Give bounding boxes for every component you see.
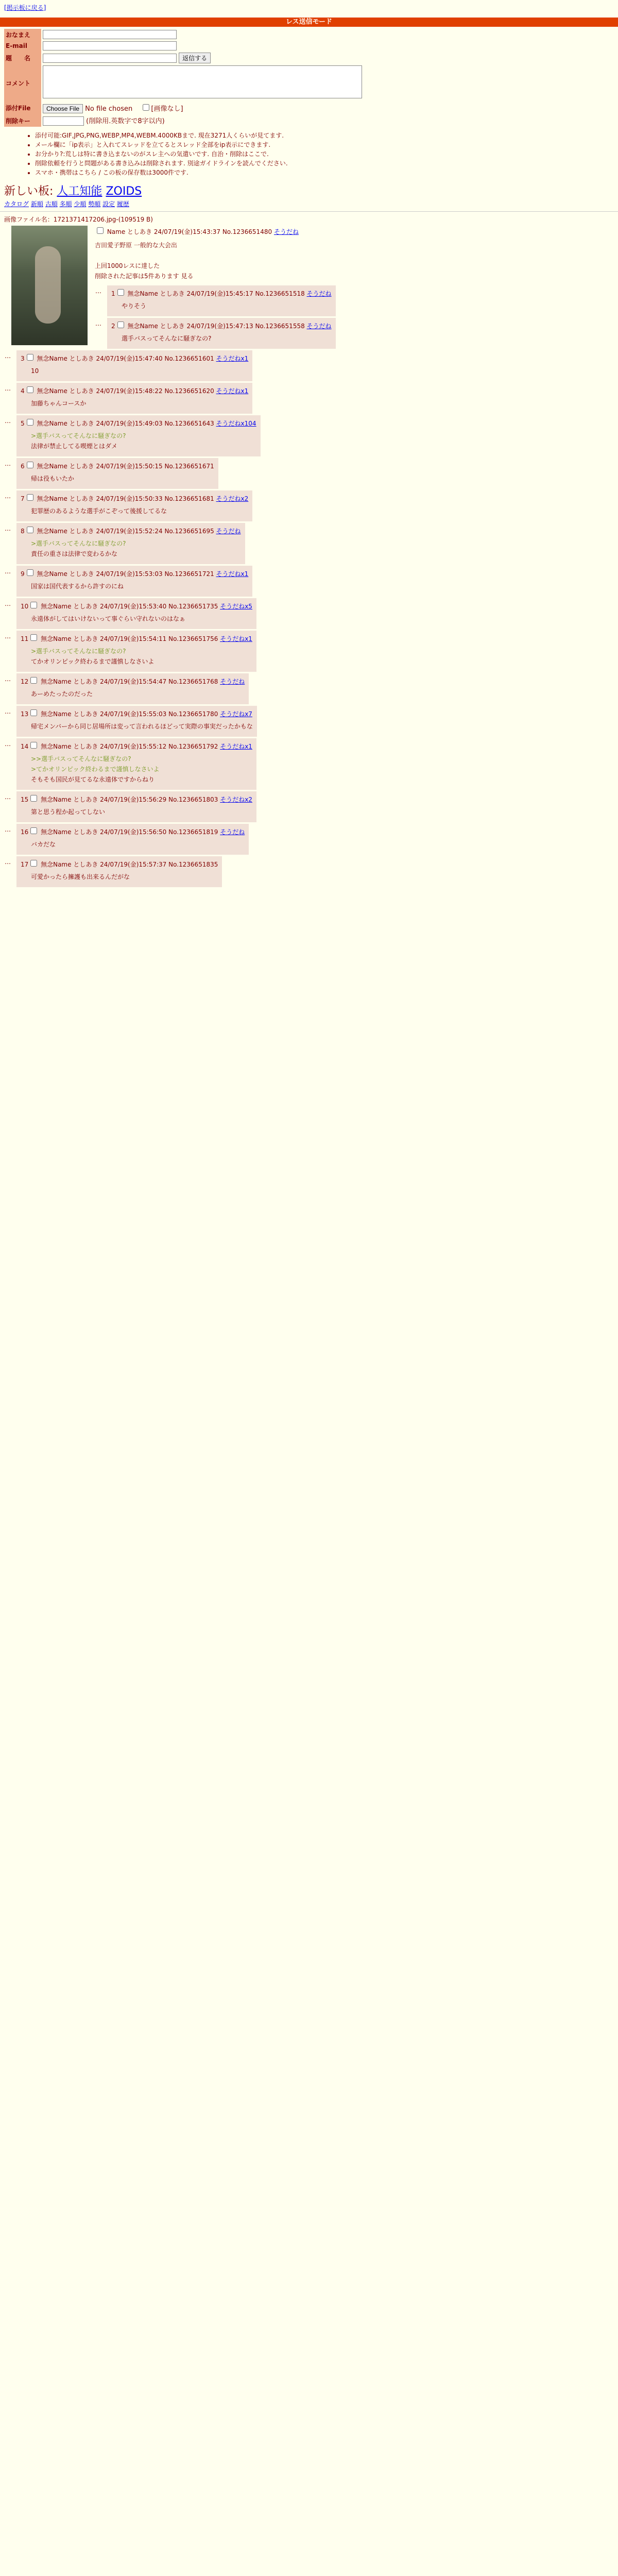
reply-header bbox=[21, 675, 245, 686]
reply-header-text: 無念Name としあき 24/07/19(金)15:48:22 No.1236651620 bbox=[35, 387, 216, 395]
reply-dash: … bbox=[5, 352, 11, 360]
reply-header-text: 無念Name としあき 24/07/19(金)15:47:13 No.1236651558 bbox=[125, 323, 307, 330]
sort-many-link[interactable]: 多順 bbox=[59, 200, 72, 208]
password-label: 削除キー bbox=[4, 114, 41, 127]
settings-link[interactable]: 設定 bbox=[102, 200, 115, 208]
reply-dash: … bbox=[5, 633, 11, 640]
name-field[interactable] bbox=[43, 30, 177, 39]
rule-item: • メール欄に「ip表示」と入れてスレッドを立てるとスレッド全部をip表示にできます. bbox=[35, 140, 614, 149]
op-image[interactable] bbox=[11, 226, 88, 345]
reply-body bbox=[16, 458, 218, 489]
post-line: あーめたったのだった bbox=[31, 690, 93, 698]
board-link-zoids[interactable]: ZOIDS bbox=[106, 185, 142, 198]
textonly-checkbox[interactable] bbox=[143, 104, 149, 111]
rule-item: • お分かり?:荒しは特に書き込まないのがスレ主への気遣いです. 自治・削除はここで. bbox=[35, 149, 614, 159]
op-quote-button[interactable]: そうだね bbox=[273, 228, 299, 235]
reply-body bbox=[16, 738, 256, 790]
name-label: おなまえ bbox=[4, 29, 41, 40]
reply-dash: … bbox=[5, 385, 11, 392]
reply-text bbox=[31, 839, 245, 850]
post-line: >てかオリンピック終わるまで謹慎しなさいよ bbox=[31, 766, 160, 773]
reply-post bbox=[4, 706, 257, 737]
sodane-button[interactable]: そうだね bbox=[306, 323, 332, 330]
post-line: >選手バスってそんなに騒ぎなの? bbox=[31, 648, 126, 655]
reply-dash: … bbox=[5, 460, 11, 467]
password-note: (削除用.英数字で8字以内) bbox=[86, 117, 165, 125]
post-line: 国家は国代表するから許すのにね bbox=[31, 583, 124, 590]
reply-text bbox=[31, 754, 252, 785]
reply-header bbox=[21, 826, 245, 836]
reply-header-text: 無念Name としあき 24/07/19(金)15:54:47 No.1236651768 bbox=[39, 678, 220, 685]
reply-number: 16 bbox=[21, 828, 29, 836]
reply-header-text: 無念Name としあき 24/07/19(金)15:49:03 No.1236651643 bbox=[35, 420, 216, 427]
reply-dash: … bbox=[5, 493, 11, 500]
reply-header bbox=[21, 385, 248, 395]
sodane-button[interactable]: そうだねx2 bbox=[216, 495, 249, 502]
reply-body bbox=[107, 285, 336, 316]
reply-post bbox=[4, 598, 256, 629]
reply-delete-checkbox[interactable] bbox=[30, 709, 37, 716]
reply-number: 4 bbox=[21, 387, 25, 395]
reply-number: 14 bbox=[21, 743, 29, 750]
reply-delete-checkbox[interactable] bbox=[30, 634, 37, 641]
reply-header bbox=[21, 525, 241, 535]
op-header-text: Name としあき 24/07/19(金)15:43:37 No.1236651480 bbox=[107, 228, 272, 235]
reply-delete-checkbox[interactable] bbox=[27, 419, 33, 426]
reply-post bbox=[95, 318, 336, 349]
reply-post bbox=[4, 523, 245, 564]
post-line: 永遠体がしてはいけないって事ぐらい守れないのはなぁ bbox=[31, 615, 186, 622]
reply-text bbox=[31, 431, 256, 451]
reply-post bbox=[4, 738, 256, 790]
sodane-button[interactable]: そうだね bbox=[220, 678, 245, 685]
password-field[interactable] bbox=[43, 116, 84, 126]
reply-header-text: 無念Name としあき 24/07/19(金)15:45:17 No.1236651518 bbox=[125, 290, 307, 297]
rule-item: • 添付可能:GIF,JPG,PNG,WEBP,MP4,WEBM.4000KBまで. 現在3271人くらいが見てます. bbox=[35, 131, 614, 140]
reply-delete-checkbox[interactable] bbox=[30, 602, 37, 608]
catalog-link[interactable]: カタログ bbox=[4, 200, 29, 208]
thread bbox=[0, 215, 618, 887]
reply-dash: … bbox=[5, 600, 11, 607]
reply-body bbox=[16, 383, 252, 414]
sodane-button[interactable]: そうだねx5 bbox=[220, 603, 252, 610]
sodane-button[interactable]: そうだねx1 bbox=[216, 570, 249, 578]
reply-header bbox=[21, 858, 218, 869]
reply-body bbox=[16, 673, 249, 704]
reply-post bbox=[4, 383, 252, 414]
post-line: 責任の重さは法律で変わるかな bbox=[31, 550, 118, 557]
reply-body bbox=[16, 824, 249, 855]
op-header bbox=[4, 226, 614, 236]
reply-header bbox=[21, 460, 214, 470]
reply-number: 6 bbox=[21, 463, 25, 470]
reply-delete-checkbox[interactable] bbox=[30, 827, 37, 834]
reply-post bbox=[4, 673, 249, 704]
reply-post bbox=[4, 824, 249, 855]
reply-number: 7 bbox=[21, 495, 25, 502]
back-to-board-link[interactable]: [掲示板に戻る] bbox=[4, 4, 46, 11]
reply-post bbox=[4, 490, 252, 521]
reply-post bbox=[95, 285, 336, 316]
reply-body bbox=[16, 706, 257, 737]
file-label: 添付File bbox=[4, 101, 41, 114]
reply-header bbox=[21, 793, 252, 804]
reply-body bbox=[16, 856, 222, 887]
reply-body bbox=[16, 791, 256, 822]
reply-number: 10 bbox=[21, 603, 29, 610]
history-link[interactable]: 履歴 bbox=[116, 200, 129, 208]
post-line: 法律が禁止してる喫煙とはダメ bbox=[31, 443, 118, 450]
post-line: そもそも国民が見てるな永遠体ですからねり bbox=[31, 776, 155, 783]
choose-file-button[interactable]: Choose File bbox=[43, 104, 83, 113]
op-body bbox=[25, 240, 614, 281]
reply-text bbox=[31, 646, 252, 667]
board-link-ai[interactable]: 人工知能 bbox=[57, 185, 102, 198]
reply-text bbox=[122, 301, 332, 311]
reply-body bbox=[107, 318, 336, 349]
reply-number: 5 bbox=[21, 420, 25, 427]
sodane-button[interactable]: そうだねx2 bbox=[220, 796, 252, 803]
subject-label: 題 名 bbox=[4, 52, 41, 64]
reply-dash: … bbox=[5, 826, 11, 833]
reply-delete-checkbox[interactable] bbox=[27, 494, 33, 501]
submit-button[interactable]: 返信する bbox=[179, 53, 211, 63]
reply-text bbox=[31, 614, 252, 624]
sodane-button[interactable]: そうだねx1 bbox=[220, 635, 252, 642]
reply-header bbox=[21, 352, 248, 363]
reply-post bbox=[4, 350, 252, 381]
sort-few-link[interactable]: 少順 bbox=[74, 200, 87, 208]
rule-item: • 削除依頼を行うと問題がある書き込みは削除されます. 別途ガイドラインを読んでください. bbox=[35, 159, 614, 168]
reply-post bbox=[4, 856, 222, 887]
reply-body bbox=[16, 350, 252, 381]
reply-number: 9 bbox=[21, 570, 25, 578]
post-line: 犯罪歴のあるような選手がこぞって後援してるな bbox=[31, 507, 167, 515]
reply-number: 11 bbox=[21, 635, 29, 642]
reply-header-text: 無念Name としあき 24/07/19(金)15:53:03 No.1236651721 bbox=[35, 570, 216, 578]
email-label: E-mail bbox=[4, 40, 41, 52]
reply-body bbox=[16, 415, 261, 456]
reply-delete-checkbox[interactable] bbox=[30, 677, 37, 684]
op-file-line[interactable]: 画像ファイル名：1721371417206.jpg-(109519 B) bbox=[4, 216, 153, 223]
sort-new-link[interactable]: 新順 bbox=[30, 200, 43, 208]
sodane-button[interactable]: そうだねx104 bbox=[216, 420, 256, 427]
post-line: >>選手バスってそんなに騒ぎなの? bbox=[31, 755, 131, 762]
reply-header-text: 無念Name としあき 24/07/19(金)15:55:03 No.1236651780 bbox=[39, 710, 220, 718]
reply-header bbox=[21, 633, 252, 643]
reply-header bbox=[21, 568, 248, 578]
new-boards-prefix: 新しい板: bbox=[4, 185, 54, 198]
post-line: 選手バスってそんなに騒ぎなの? bbox=[122, 335, 212, 342]
reply-header-text: 無念Name としあき 24/07/19(金)15:53:40 No.1236651735 bbox=[39, 603, 220, 610]
sodane-button[interactable]: そうだねx1 bbox=[216, 387, 249, 395]
post-line: 10 bbox=[31, 367, 39, 375]
post-line bbox=[25, 250, 614, 261]
reply-post bbox=[4, 458, 218, 489]
reply-body bbox=[16, 523, 245, 564]
reply-dash: … bbox=[5, 793, 11, 801]
reply-number: 2 bbox=[111, 323, 115, 330]
reply-header bbox=[21, 740, 252, 751]
reply-header bbox=[111, 287, 332, 298]
post-line: 帰は役もいたか bbox=[31, 475, 75, 482]
reply-header-text: 無念Name としあき 24/07/19(金)15:50:15 No.1236651671 bbox=[35, 463, 214, 470]
rules-list bbox=[28, 131, 614, 177]
reply-dash: … bbox=[5, 568, 11, 575]
post-line: てかオリンピック終わるまで謹慎しなさいよ bbox=[31, 658, 154, 665]
reply-delete-checkbox[interactable] bbox=[30, 860, 37, 867]
reply-post bbox=[4, 415, 261, 456]
post-line: 帰宅メンバーから同じ居場所は変って言われるほどって実際の事実だったかもな bbox=[31, 723, 253, 730]
reply-header-text: 無念Name としあき 24/07/19(金)15:52:24 No.1236651695 bbox=[35, 528, 216, 535]
reply-text bbox=[31, 689, 245, 699]
reply-body bbox=[16, 598, 256, 629]
subject-field[interactable] bbox=[43, 54, 177, 63]
post-line: 可愛かったら擁護も出来るんだがな bbox=[31, 873, 130, 880]
reply-body bbox=[16, 566, 252, 597]
post-form-table bbox=[4, 29, 364, 127]
sodane-button[interactable]: そうだねx7 bbox=[220, 710, 252, 718]
comment-label: コメント bbox=[4, 64, 41, 101]
reply-text bbox=[31, 807, 252, 817]
no-file-text: No file chosen bbox=[85, 105, 133, 113]
sodane-button[interactable]: そうだねx1 bbox=[216, 355, 249, 362]
email-field[interactable] bbox=[43, 41, 177, 50]
reply-header-text: 無念Name としあき 24/07/19(金)15:50:33 No.1236651681 bbox=[35, 495, 216, 502]
reply-dash: … bbox=[95, 287, 101, 295]
sort-old-link[interactable]: 古順 bbox=[45, 200, 58, 208]
post-line: 吉田愛子野原 一般的な大会出 bbox=[95, 242, 177, 249]
reply-number: 12 bbox=[21, 678, 29, 685]
reply-header bbox=[21, 600, 252, 611]
reply-delete-checkbox[interactable] bbox=[27, 462, 33, 468]
reply-header bbox=[21, 708, 253, 718]
post-form bbox=[0, 27, 618, 179]
reply-header bbox=[111, 320, 332, 330]
textonly-label: [画像なし] bbox=[151, 105, 183, 113]
reply-post bbox=[4, 566, 252, 597]
post-line: >選手バスってそんなに騒ぎなの? bbox=[31, 432, 126, 439]
reply-dash: … bbox=[95, 320, 101, 327]
sodane-button[interactable]: そうだねx1 bbox=[220, 743, 252, 750]
sort-momentum-link[interactable]: 勢順 bbox=[88, 200, 101, 208]
reply-delete-checkbox[interactable] bbox=[117, 321, 124, 328]
reply-text bbox=[31, 398, 248, 409]
reply-header-text: 無念Name としあき 24/07/19(金)15:54:11 No.1236651756 bbox=[39, 635, 220, 642]
post-line: 上回1000レスに達した bbox=[95, 262, 160, 269]
reply-header bbox=[21, 493, 248, 503]
reply-delete-checkbox[interactable] bbox=[27, 569, 33, 576]
post-line: やりそう bbox=[122, 302, 147, 310]
op-delete-checkbox[interactable] bbox=[97, 227, 104, 234]
reply-post bbox=[4, 791, 256, 822]
mode-bar: レス送信モード bbox=[0, 18, 618, 27]
post-line: 第と思う程か起ってしない bbox=[31, 808, 106, 816]
rule-item: • スマホ・携帯はこちら / この板の保存数は3000件です. bbox=[35, 168, 614, 177]
reply-text bbox=[31, 538, 241, 559]
comment-field[interactable] bbox=[43, 65, 362, 98]
reply-delete-checkbox[interactable] bbox=[30, 795, 37, 802]
reply-post bbox=[4, 631, 256, 672]
reply-number: 3 bbox=[21, 355, 25, 362]
reply-delete-checkbox[interactable] bbox=[30, 742, 37, 749]
reply-dash: … bbox=[5, 708, 11, 715]
reply-delete-checkbox[interactable] bbox=[27, 386, 33, 393]
reply-dash: … bbox=[5, 740, 11, 748]
reply-dash: … bbox=[5, 675, 11, 683]
reply-number: 15 bbox=[21, 796, 29, 803]
reply-header-text: 無念Name としあき 24/07/19(金)15:56:29 No.1236651803 bbox=[39, 796, 220, 803]
post-line: バカだな bbox=[31, 841, 56, 848]
reply-header-text: 無念Name としあき 24/07/19(金)15:57:37 No.1236651835 bbox=[39, 861, 218, 868]
reply-body bbox=[16, 631, 256, 672]
reply-delete-checkbox[interactable] bbox=[27, 527, 33, 533]
reply-number: 8 bbox=[21, 528, 25, 535]
post-line: >選手バスってそんなに騒ぎなの? bbox=[31, 540, 126, 547]
reply-number: 1 bbox=[111, 290, 115, 297]
catalog-links bbox=[4, 199, 618, 208]
reply-number: 17 bbox=[21, 861, 29, 868]
reply-delete-checkbox[interactable] bbox=[117, 289, 124, 296]
reply-number: 13 bbox=[21, 710, 29, 718]
sodane-button[interactable]: そうだね bbox=[306, 290, 332, 297]
reply-header-text: 無念Name としあき 24/07/19(金)15:47:40 No.1236651601 bbox=[35, 355, 216, 362]
reply-text bbox=[122, 333, 332, 344]
reply-dash: … bbox=[5, 417, 11, 425]
reply-text bbox=[31, 721, 253, 732]
post-line: 削除された記事は5件あります 見る bbox=[95, 273, 194, 280]
reply-text bbox=[31, 581, 248, 591]
sodane-button[interactable]: そうだね bbox=[216, 528, 241, 535]
reply-body bbox=[16, 490, 252, 521]
reply-header-text: 無念Name としあき 24/07/19(金)15:56:50 No.1236651819 bbox=[39, 828, 220, 836]
reply-text bbox=[31, 473, 214, 484]
post-line: 加藤ちゃんコースか bbox=[31, 400, 87, 407]
reply-header bbox=[21, 417, 256, 428]
sodane-button[interactable]: そうだね bbox=[220, 828, 245, 836]
reply-header-text: 無念Name としあき 24/07/19(金)15:55:12 No.1236651792 bbox=[39, 743, 220, 750]
reply-delete-checkbox[interactable] bbox=[27, 354, 33, 361]
reply-text bbox=[31, 506, 248, 516]
reply-dash: … bbox=[5, 858, 11, 866]
reply-text bbox=[31, 872, 218, 882]
reply-dash: … bbox=[5, 525, 11, 532]
new-boards bbox=[4, 182, 618, 198]
reply-text bbox=[31, 366, 248, 376]
